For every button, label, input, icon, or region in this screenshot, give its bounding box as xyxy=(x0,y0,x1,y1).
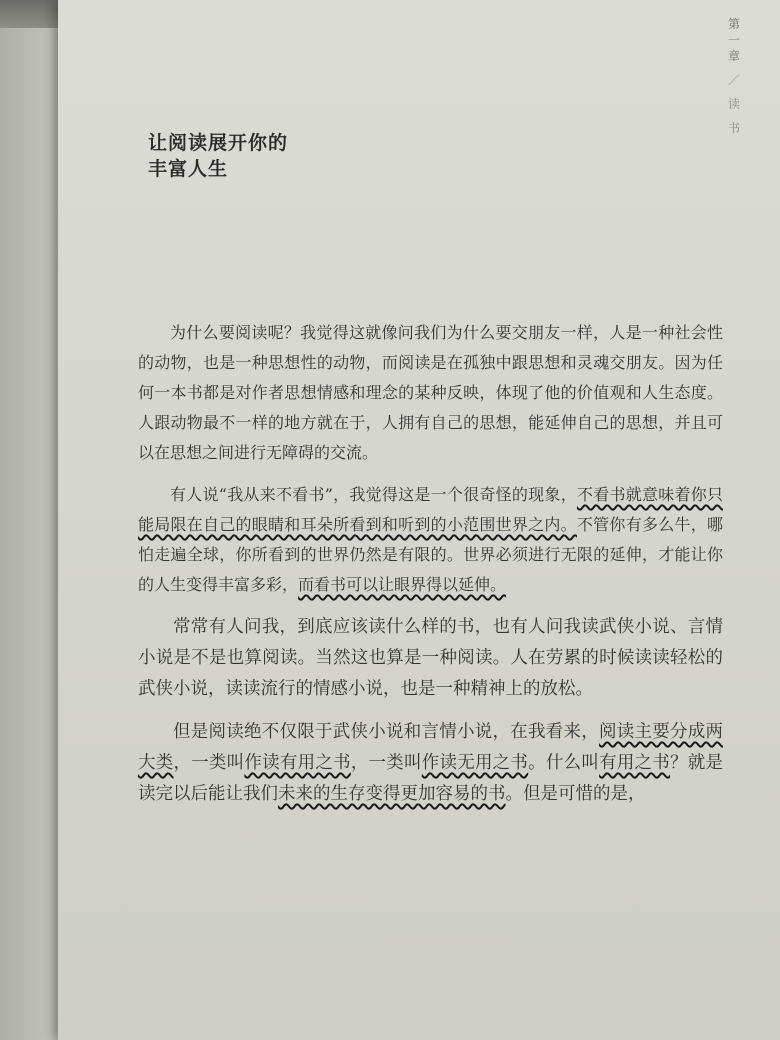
paragraph-text: 。但是可惜的是， xyxy=(505,784,646,804)
running-header xyxy=(724,16,744,136)
header-char: 一 xyxy=(727,33,740,47)
underlined-text: 作读有用之书 xyxy=(244,753,351,773)
header-separator: ／ xyxy=(727,73,740,87)
underlined-text: 未来的生存变得更加容易的书 xyxy=(278,784,506,804)
underlined-text: 作读无用之书 xyxy=(421,753,529,773)
paragraph-text: ，一类叫 xyxy=(173,753,245,773)
paragraph xyxy=(138,480,723,600)
header-char: 书 xyxy=(727,121,740,135)
paragraph xyxy=(138,717,723,810)
paragraph xyxy=(138,318,723,468)
paragraph-text: 但是阅读绝不仅限于武侠小说和言情小说，在我看来， xyxy=(173,722,599,742)
paragraph-text: 不管你有多么牛，哪怕走遍全球，你所看到的世界仍然是有限的。世界必须进行无限的延伸，才能让你的人生变得丰富多彩， xyxy=(138,515,723,594)
underlined-text: 有用之书 xyxy=(599,753,671,773)
paragraph-text: 。什么叫 xyxy=(528,753,600,773)
paragraph-text: 有人说“我从来不看书”，我觉得这是一个很奇怪的现象， xyxy=(170,485,577,504)
body-text xyxy=(138,318,723,822)
header-char: 第 xyxy=(727,17,740,31)
book-page xyxy=(58,0,780,1040)
section-title xyxy=(148,130,288,182)
paragraph-text: ？就是读完以后能让我们 xyxy=(138,753,723,804)
paragraph-text: ，一类叫 xyxy=(350,753,422,773)
underlined-text: 不看书就意味着你只能局限在自己的眼睛和耳朵所看到和听到的小范围世界之内。 xyxy=(138,485,723,534)
paragraph xyxy=(138,612,723,705)
underlined-text: 而看书可以让眼界得以延伸。 xyxy=(298,575,507,594)
paragraph-text: 常常有人问我，到底应该读什么样的书，也有人问我读武侠小说、言情小说是不是也算阅读。当然这也算是一种阅读。人在劳累的时候读读轻松的武侠小说，读读流行的情感小说，也是一种精神上的放松。 xyxy=(138,617,723,699)
title-line: 让阅读展开你的 xyxy=(148,132,289,154)
paragraph-text: 为什么要阅读呢？我觉得这就像问我们为什么要交朋友一样，人是一种社会性的动物，也是一种思想性的动物，而阅读是在孤独中跟思想和灵魂交朋友。因为任何一本书都是对作者思想情感和理念的某种反映，体现了他的价值观和人生态度。人跟动物最不一样的地方就在于，人拥有自己的思想，能延伸自己的思想，并且可以在思想之间进行无障碍的交流。 xyxy=(138,323,723,462)
header-char: 读 xyxy=(727,97,740,111)
title-line: 丰富人生 xyxy=(148,158,229,180)
underlined-text: 阅读主要分成两大类 xyxy=(138,722,723,773)
header-char: 章 xyxy=(727,49,740,63)
